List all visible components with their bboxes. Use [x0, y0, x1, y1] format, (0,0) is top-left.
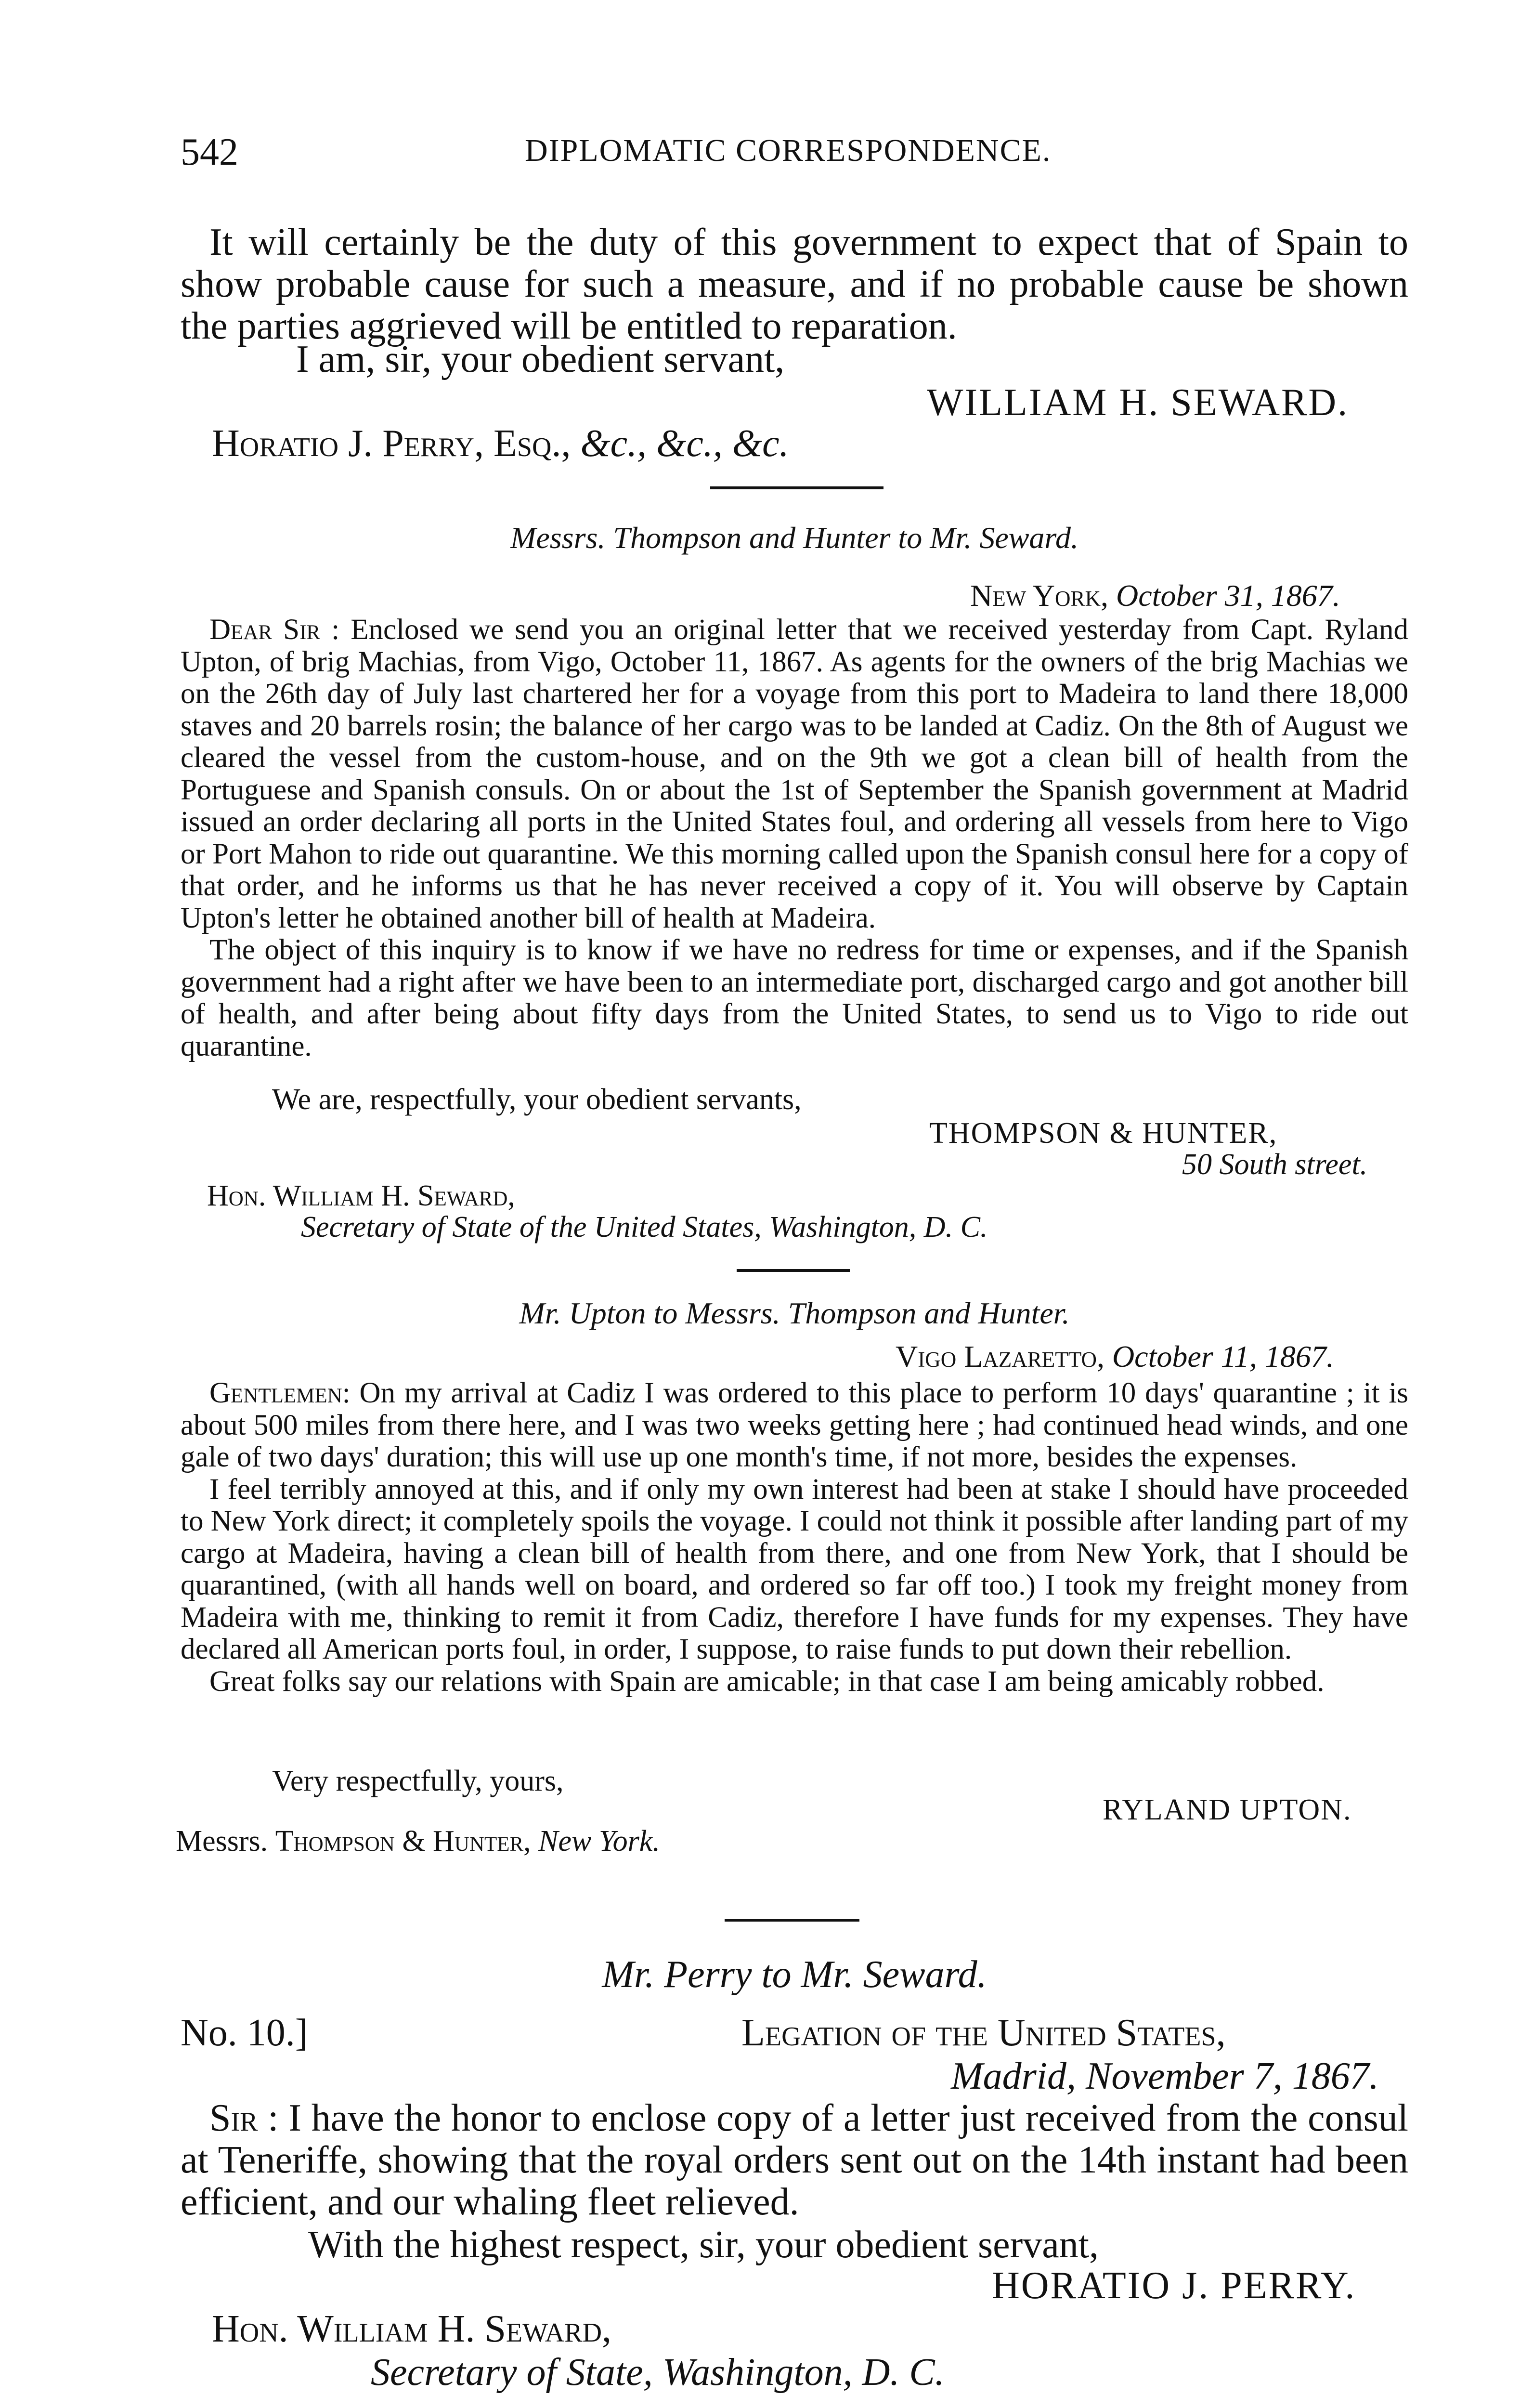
section-divider: [710, 486, 883, 489]
letter2-address: 50 South street.: [1182, 1148, 1368, 1181]
letter4-salutation: Sir :: [209, 2097, 279, 2139]
letter1-signature: WILLIAM H. SEWARD.: [927, 381, 1349, 424]
letter1-body: [181, 222, 1408, 347]
section-divider: [725, 1919, 859, 1922]
letter3-date: October 11, 1867.: [1112, 1339, 1334, 1374]
letter4-addressee-name: Hon. William H. Seward,: [212, 2308, 612, 2350]
letter4-place-date: Madrid, November 7, 1867.: [951, 2055, 1379, 2097]
letter3-dateline: [896, 1339, 1334, 1374]
letter3-heading: Mr. Upton to Messrs. Thompson and Hunter.: [519, 1296, 1070, 1330]
letter4-legation: Legation of the United States,: [741, 2012, 1226, 2054]
letter2-closing: We are, respectfully, your obedient servants,: [272, 1083, 802, 1116]
letter1-paragraph: It will certainly be the duty of this government to expect that of Spain to show probable cause for such a measure, and if no probable cause be shown the parties aggrieved will be entitled to reparation.: [181, 221, 1408, 347]
letter2-paragraph-1: Enclosed we send you an original letter that we received yesterday from Capt. Ryland Upton, of brig Machias, from Vigo, October 11, 1867. As agents for the owners of the brig Machias we on the 26th day of July last chartered her for a voyage from this port to Madeira to land there 18,000 staves and 20 barrels rosin; the balance of her cargo was to be landed at Cadiz. On the 8th of August we cleared the vessel from the custom-house, and on the 9th we got a clean bill of health from the Portuguese and Spanish consuls. On or about the 1st of September the Spanish government at Madrid issued an order declaring all ports in the United States foul, and ordering all vessels from here to Vigo or Port Mahon to ride out quarantine. We this morning called upon the Spanish consul here for a copy of that order, and he informs us that he has never received a copy of it. You will observe by Captain Upton's letter he obtained another bill of health at Madeira.: [181, 614, 1408, 934]
letter4-addressee-title: Secretary of State, Washington, D. C.: [371, 2351, 945, 2394]
page-number: 542: [181, 131, 238, 173]
section-divider: [737, 1269, 850, 1272]
letter2-addressee-name: Hon. William H. Seward,: [207, 1179, 515, 1212]
letter2-signature: THOMPSON & HUNTER,: [929, 1117, 1278, 1150]
letter2-salutation: Dear Sir :: [209, 614, 340, 646]
letter4-body: [181, 2097, 1408, 2223]
letter2-heading: Messrs. Thompson and Hunter to Mr. Seward.: [510, 521, 1078, 555]
letter4-signature: HORATIO J. PERRY.: [992, 2264, 1356, 2307]
running-title: DIPLOMATIC CORRESPONDENCE.: [525, 133, 1052, 168]
letter2-date: October 31, 1867.: [1116, 578, 1340, 613]
letter1-closing: I am, sir, your obedient servant,: [296, 338, 785, 380]
letter2-addressee-title: Secretary of State of the United States, Washington, D. C.: [301, 1211, 988, 1243]
letter4-closing: With the highest respect, sir, your obedient servant,: [308, 2224, 1099, 2266]
letter3-body: [181, 1377, 1408, 1698]
letter2-body: [181, 614, 1408, 1062]
addressee-name: Horatio J. Perry, Esq.,: [212, 422, 571, 465]
letter4-number: No. 10.]: [181, 2012, 308, 2054]
letter3-paragraph-3: Great folks say our relations with Spain are amicable; in that case I am being amicably robbed.: [209, 1665, 1325, 1698]
letter3-place: Vigo Lazaretto,: [896, 1339, 1104, 1374]
letter3-addressee-prefix: Messrs.: [176, 1825, 268, 1858]
letter3-paragraph-2: I feel terribly annoyed at this, and if only my own interest had been at stake I should have proceeded to New York direct; it completely spoils the voyage. I could not think it possible after landing part of my cargo at Madeira, having a clean bill of health from there, and one from New York, that I should be quarantined, (with all hands well on board, and ordered so far off too.) I took my freight money from Madeira with me, thinking to remit it from Cadiz, therefore I have funds for my expenses. They have declared all American ports foul, in order, I suppose, to raise funds to put down their rebellion.: [181, 1473, 1408, 1665]
letter3-signature: RYLAND UPTON.: [1103, 1793, 1352, 1826]
letter4-paragraph: I have the honor to enclose copy of a letter just received from the consul at Teneriffe, showing that the royal orders sent out on the 14th instant had been efficient, and our whaling fleet relieved.: [181, 2097, 1409, 2223]
letter3-addressee-name: Thompson & Hunter,: [275, 1825, 531, 1858]
letter3-paragraph-1: On my arrival at Cadiz I was ordered to this place to perform 10 days' quarantine ; it is about 500 miles from there here, and I was two weeks getting here ; had continued head winds, and one gale of two days' duration; this will use up one month's time, if not more, besides the expenses.: [181, 1377, 1408, 1473]
addressee-etc: &c., &c., &c.: [580, 422, 789, 465]
letter3-closing: Very respectfully, yours,: [272, 1765, 564, 1797]
letter2-paragraph-2: The object of this inquiry is to know if we have no redress for time or expenses, and if the Spanish government had a right after we have been to an intermediate port, discharged cargo and got another bill of health, and after being about fifty days from the United States, to send us to Vigo to ride out quarantine.: [181, 934, 1408, 1062]
letter2-dateline: [970, 578, 1340, 614]
letter4-heading: Mr. Perry to Mr. Seward.: [602, 1953, 987, 1996]
letter3-salutation: Gentlemen:: [209, 1377, 351, 1409]
letter3-addressee: [176, 1825, 660, 1858]
letter1-addressee: [212, 421, 789, 466]
letter3-addressee-place: New York.: [538, 1825, 660, 1858]
letter2-place: New York,: [970, 578, 1109, 613]
